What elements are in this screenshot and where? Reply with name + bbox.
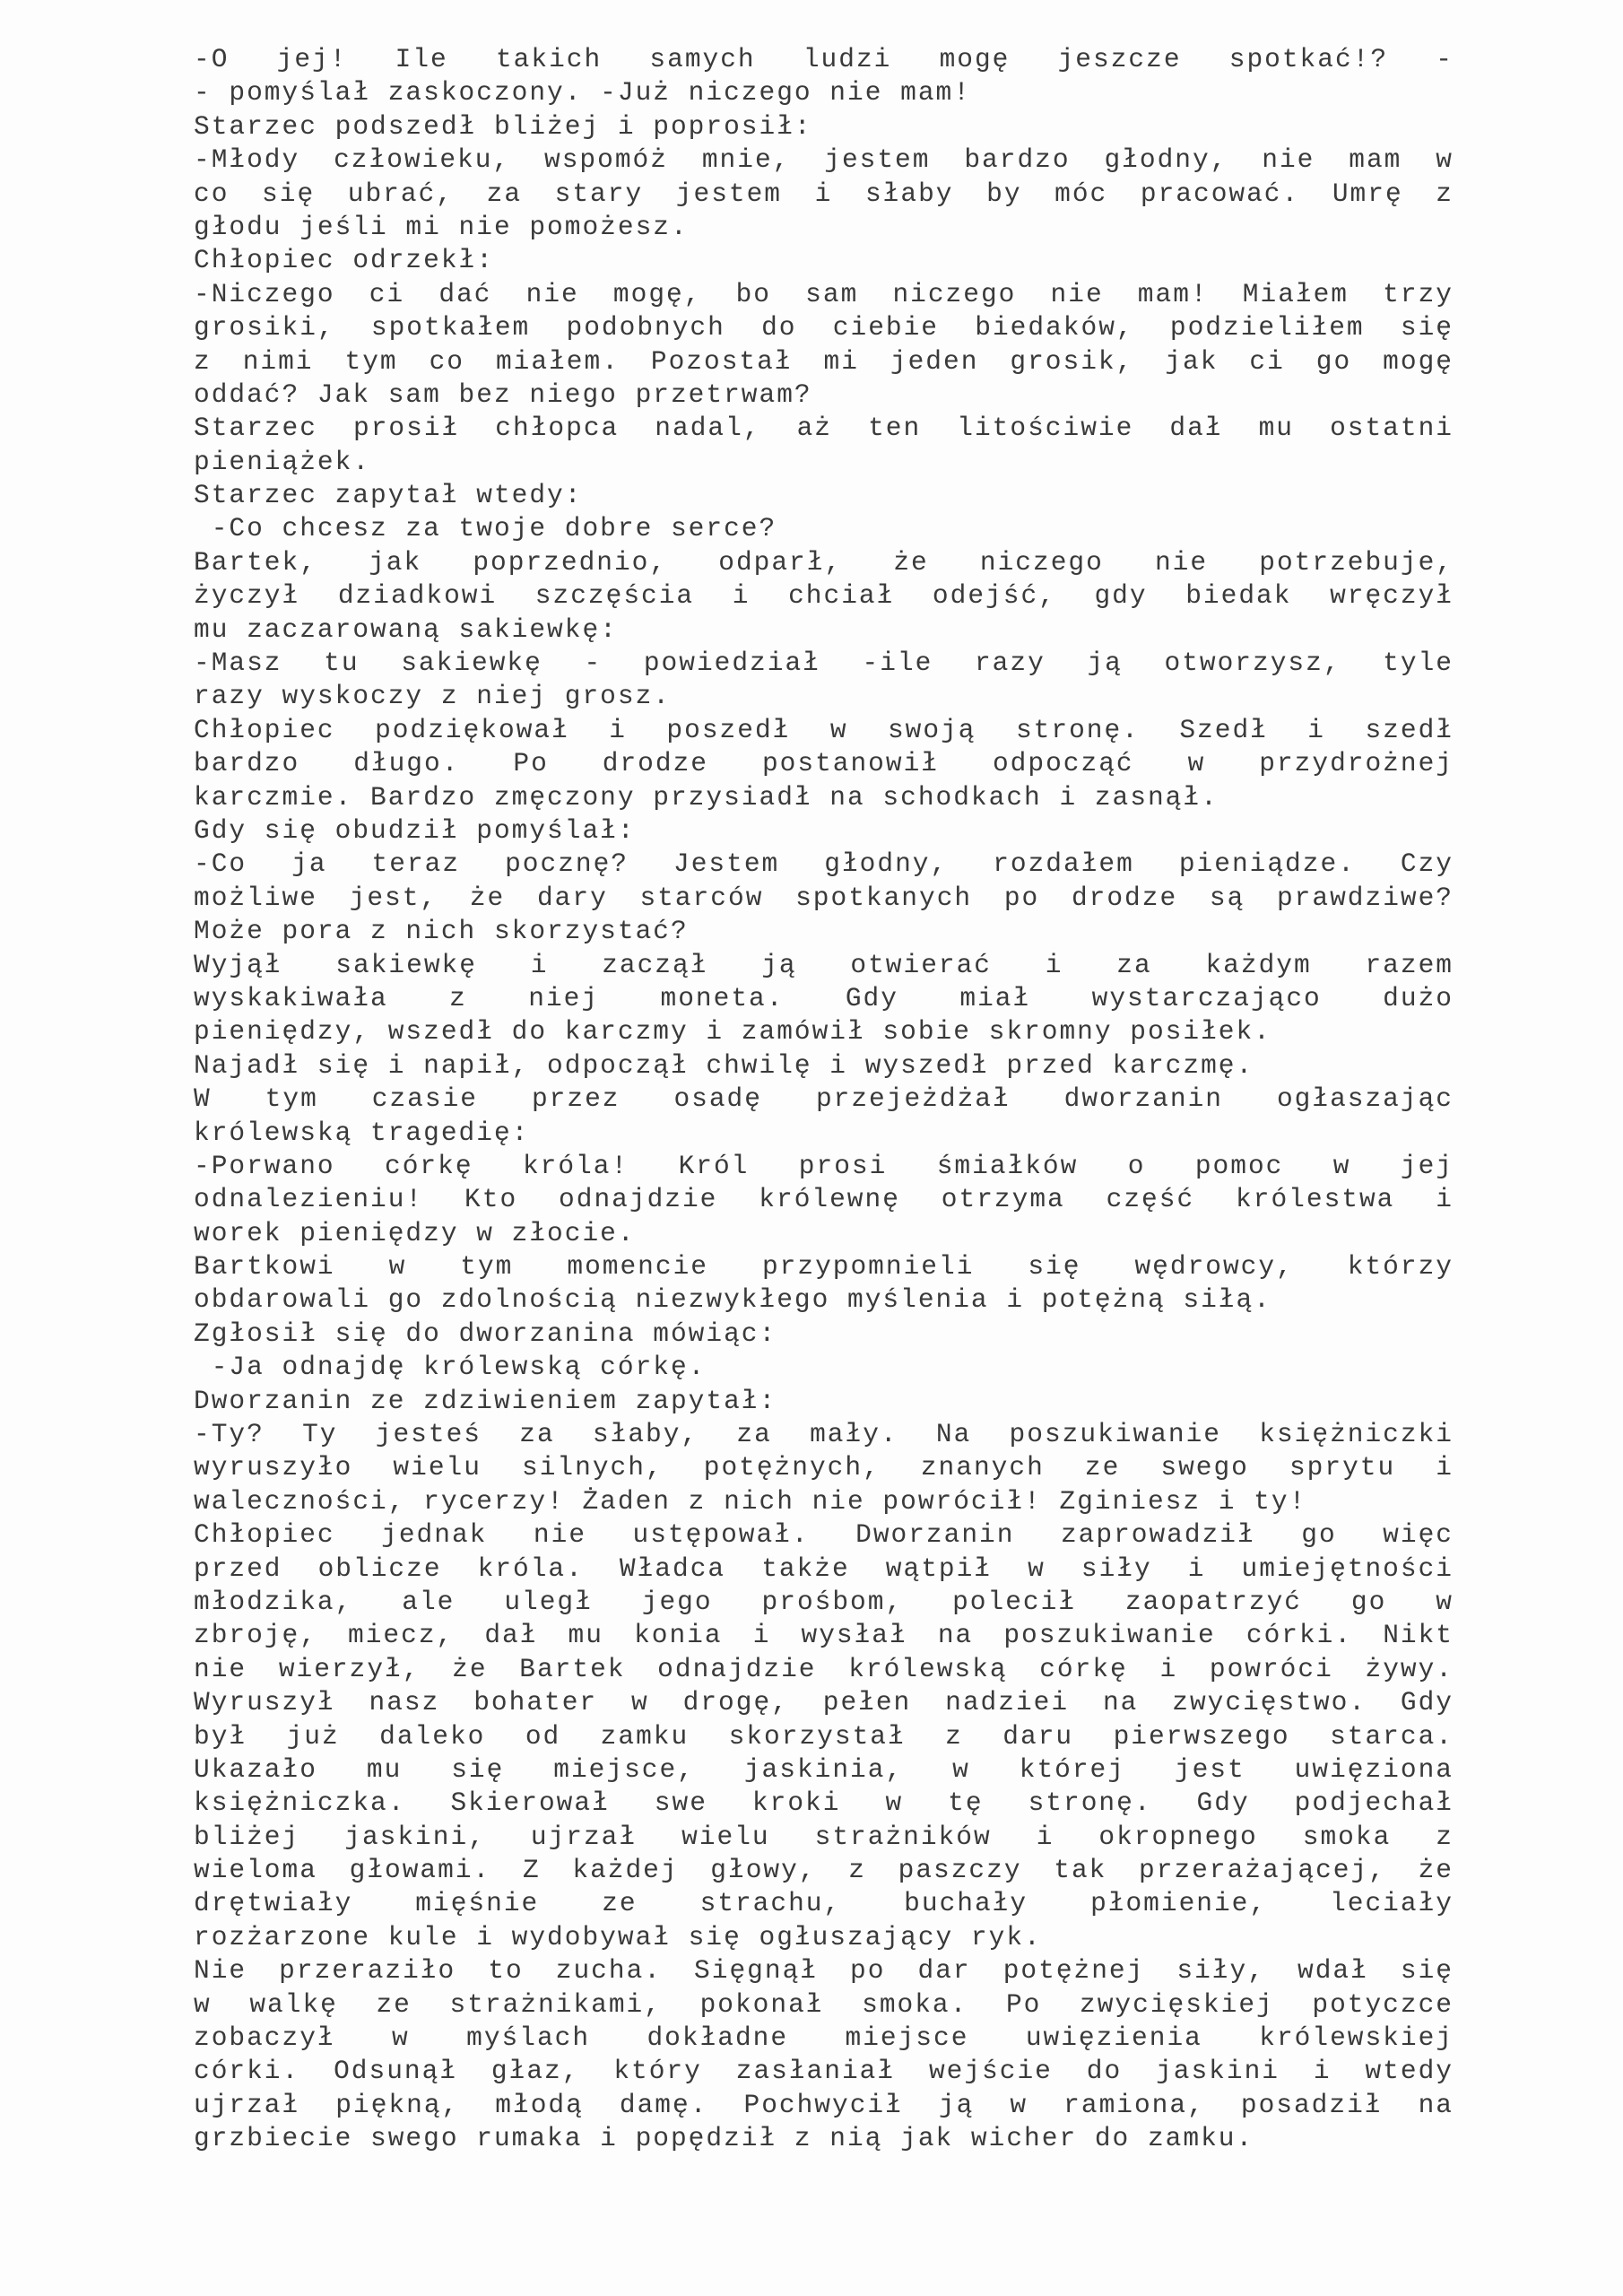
text-line: Ukazało mu się miejsce, jaskinia, w której jest uwięziona xyxy=(194,1753,1454,1785)
text-line: zbroję, miecz, dał mu konia i wysłał na poszukiwanie córki. Nikt xyxy=(194,1620,1454,1651)
text-line: Chłopiec odrzekł: xyxy=(194,245,494,276)
text-line: drętwiały mięśnie ze strachu, buchały płomienie, leciały xyxy=(194,1888,1454,1919)
text-line: -Co ja teraz pocznę? Jestem głodny, rozdałem pieniądze. Czy xyxy=(194,848,1454,880)
text-line: nie wierzył, że Bartek odnajdzie królewską córkę i powróci żywy. xyxy=(194,1653,1454,1684)
text-line: w walkę ze strażnikami, pokonał smoka. Po zwycięskiej potyczce xyxy=(194,1988,1454,2020)
text-line: W tym czasie przez osadę przejeżdżał dworzanin ogłaszając xyxy=(194,1083,1454,1115)
text-line: wyruszyło wielu silnych, potężnych, znanych ze swego sprytu i xyxy=(194,1452,1454,1483)
text-line: był już daleko od zamku skorzystał z daru pierwszego starca. xyxy=(194,1720,1454,1752)
text-line: przed oblicze króla. Władca także wątpił w siły i umiejętności xyxy=(194,1552,1454,1584)
text-line: -Porwano córkę króla! Król prosi śmiałków o pomoc w jej xyxy=(194,1150,1454,1181)
text-line: co się ubrać, za stary jestem i słaby by móc pracować. Umrę z xyxy=(194,178,1454,209)
text-line: waleczności, rycerzy! Żaden z nich nie powrócił! Zginiesz i ty! xyxy=(194,1485,1307,1517)
text-line: -Ty? Ty jesteś za słaby, za mały. Na poszukiwanie księżniczki xyxy=(194,1419,1454,1450)
text-line: Starzec zapytał wtedy: xyxy=(194,480,583,511)
text-line: Gdy się obudził pomyślał: xyxy=(194,814,636,846)
text-line: oddać? Jak sam bez niego przetrwam? xyxy=(194,378,812,410)
text-line: -Niczego ci dać nie mogę, bo sam niczego nie mam! Miałem trzy xyxy=(194,278,1454,309)
text-line: -Co chcesz za twoje dobre serce? xyxy=(194,513,777,544)
text-line: pieniążek. xyxy=(194,446,371,477)
text-line: odnalezieniu! Kto odnajdzie królewnę otrzyma część królestwa i xyxy=(194,1184,1454,1215)
text-line: Może pora z nich skorzystać? xyxy=(194,916,689,947)
text-line: pieniędzy, wszedł do karczmy i zamówił sobie skromny posiłek. xyxy=(194,1016,1271,1048)
text-line: rozżarzone kule i wydobywał się ogłuszający ryk. xyxy=(194,1921,1042,1952)
text-line: obdarowali go zdolnością niezwykłego myślenia i potężną siłą. xyxy=(194,1284,1271,1316)
text-line: Starzec prosił chłopca nadal, aż ten litościwie dał mu ostatni xyxy=(194,413,1454,444)
text-line: Dworzanin ze zdziwieniem zapytał: xyxy=(194,1385,777,1416)
text-line: córki. Odsunął głaz, który zasłaniał wejście do jaskini i wtedy xyxy=(194,2056,1454,2087)
text-line: życzył dziadkowi szczęścia i chciał odejść, gdy biedak wręczył xyxy=(194,580,1454,612)
text-line: królewską tragedię: xyxy=(194,1117,530,1148)
text-line: karczmie. Bardzo zmęczony przysiadł na schodkach i zasnął. xyxy=(194,781,1219,813)
text-line: bardzo długo. Po drodze postanowił odpocząć w przydrożnej xyxy=(194,748,1454,779)
text-line: Bartek, jak poprzednio, odparł, że niczego nie potrzebuje, xyxy=(194,546,1454,578)
text-line: worek pieniędzy w złocie. xyxy=(194,1217,636,1248)
text-line: Zgłosił się do dworzanina mówiąc: xyxy=(194,1318,777,1349)
text-line: możliwe jest, że dary starców spotkanych po drodze są prawdziwe? xyxy=(194,882,1454,913)
text-line: głodu jeśli mi nie pomożesz. xyxy=(194,211,689,242)
text-line: Chłopiec podziękował i poszedł w swoją stronę. Szedł i szedł xyxy=(194,714,1454,745)
text-line: Nie przeraziło to zucha. Sięgnął po dar potężnej siły, wdał się xyxy=(194,1955,1454,1987)
text-line: mu zaczarowaną sakiewkę: xyxy=(194,613,618,645)
text-line: Wyruszył nasz bohater w drogę, pełen nadziei na zwycięstwo. Gdy xyxy=(194,1687,1454,1718)
text-line: wyskakiwała z niej moneta. Gdy miał wystarczająco dużo xyxy=(194,982,1454,1013)
text-line: -O jej! Ile takich samych ludzi mogę jeszcze spotkać!? - xyxy=(194,44,1454,74)
text-line: bliżej jaskini, ujrzał wielu strażników i okropnego smoka z xyxy=(194,1821,1454,1852)
text-line: grosiki, spotkałem podobnych do ciebie biedaków, podzieliłem się xyxy=(194,312,1454,344)
text-line: -Młody człowieku, wspomóż mnie, jestem bardzo głodny, nie mam w xyxy=(194,144,1454,176)
text-line: Bartkowi w tym momencie przypomnieli się wędrowcy, którzy xyxy=(194,1251,1454,1283)
text-line: - pomyślał zaskoczony. -Już niczego nie mam! xyxy=(194,77,971,109)
text-line: -Ja odnajdę królewską córkę. xyxy=(194,1352,707,1383)
text-line: wieloma głowami. Z każdej głowy, z paszczy tak przerażającej, że xyxy=(194,1855,1454,1886)
text-line: -Masz tu sakiewkę - powiedział -ile razy ją otworzysz, tyle xyxy=(194,648,1454,679)
text-line: Najadł się i napił, odpoczął chwilę i wyszedł przed karczmę. xyxy=(194,1049,1254,1081)
story-text xyxy=(194,43,1454,2156)
text-line: Starzec podszedł bliżej i poprosił: xyxy=(194,110,812,142)
text-line: z nimi tym co miałem. Pozostał mi jeden grosik, jak ci go mogę xyxy=(194,345,1454,377)
text-line: razy wyskoczy z niej grosz. xyxy=(194,681,671,712)
text-line: Wyjął sakiewkę i zaczął ją otwierać i za każdym razem xyxy=(194,949,1454,980)
text-line: młodzika, ale uległ jego prośbom, polecił zaopatrzyć go w xyxy=(194,1586,1454,1617)
text-line: zobaczył w myślach dokładne miejsce uwięzienia królewskiej xyxy=(194,2022,1454,2054)
text-line: grzbiecie swego rumaka i popędził z nią jak wicher do zamku. xyxy=(194,2123,1254,2154)
text-line: ujrzał piękną, młodą damę. Pochwycił ją w ramiona, posadził na xyxy=(194,2089,1454,2120)
text-line: Chłopiec jednak nie ustępował. Dworzanin zaprowadził go więc xyxy=(194,1519,1454,1551)
text-line: księżniczka. Skierował swe kroki w tę stronę. Gdy podjechał xyxy=(194,1787,1454,1819)
